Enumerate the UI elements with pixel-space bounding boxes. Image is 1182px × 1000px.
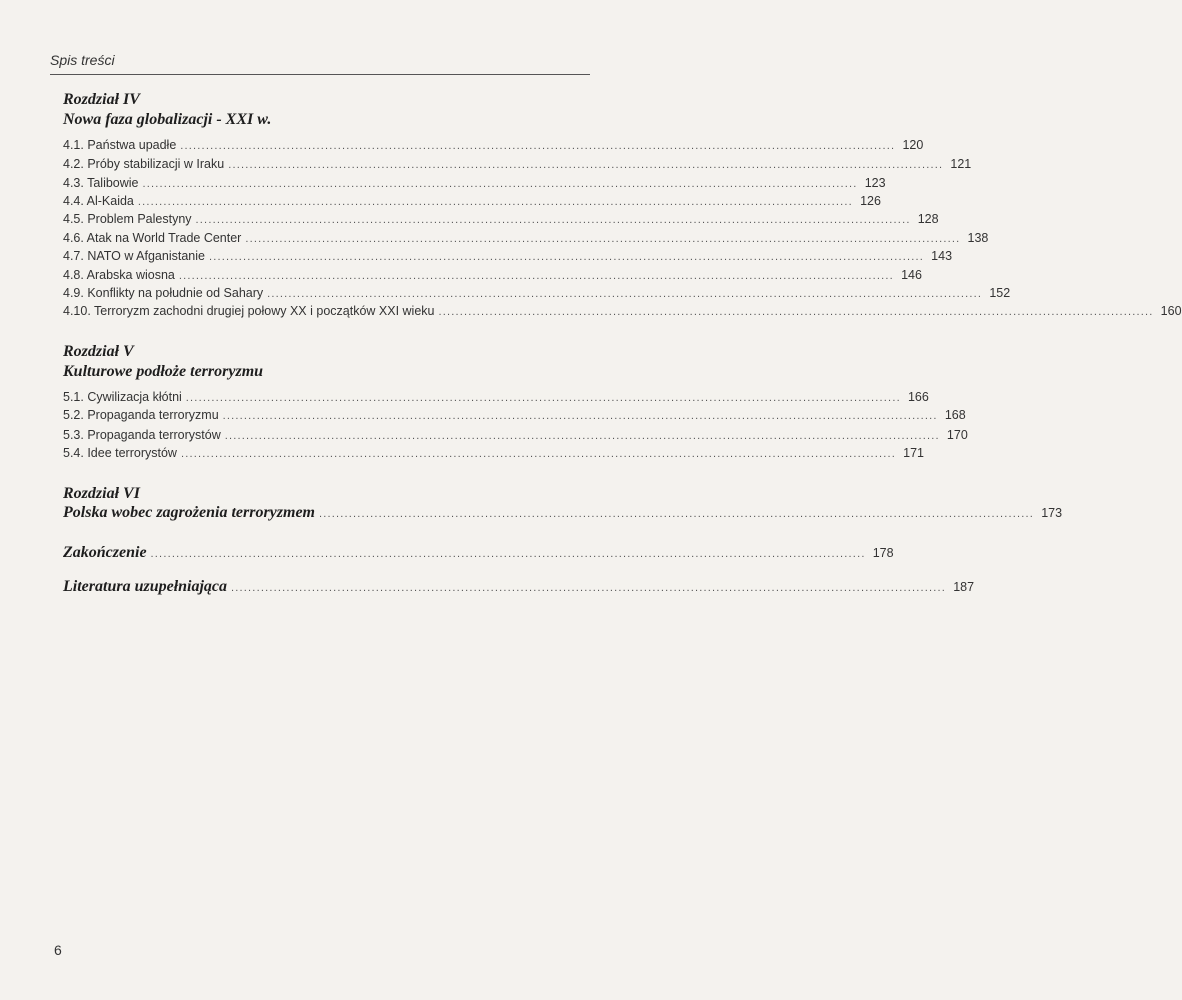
dot-leader: ........................................................................................................................................................................ [208,251,925,263]
toc-entry-label: 5.1. Cywilizacja kłótni [63,390,182,404]
dot-leader: ........................................................................................................................................................................ [180,140,896,152]
toc-entry[interactable] [63,247,953,265]
dot-leader: ........................................................................................................................................................................ [438,306,1154,318]
toc-entry-label: Polska wobec zagrożenia terroryzmem [63,504,315,521]
toc-entry[interactable] [63,406,966,424]
toc-entry-page: 120 [902,138,924,152]
toc-entry-page: 160 [1160,304,1182,318]
toc-entry-label: 4.10. Terroryzm zachodni drugiej połowy XX i początków XXI wieku [63,304,435,318]
chapter-title: Nowa faza globalizacji - XXI w. [63,111,272,128]
toc-entry-page: 173 [1041,506,1063,520]
toc-entry-page: 146 [901,268,922,282]
chapter-heading: Rozdział IV [63,91,140,108]
dot-leader: ........................................................................................................................................................................ [185,392,901,404]
toc-entry-page: 126 [860,194,881,208]
toc-entry-label: Zakończenie [63,544,147,561]
toc-entry-page: 138 [967,231,989,245]
header-rule [50,74,590,75]
chapter-heading: Rozdział VI [63,485,140,502]
dot-leader: ........................................................................................................................................................................ [228,159,944,171]
toc-entry-label: 4.5. Problem Palestyny [63,212,192,226]
dot-leader: ........................................................................................................................................................................ [231,582,947,594]
toc-entry-page: 170 [946,428,968,442]
chapter-heading: Rozdział V [63,343,134,360]
toc-entry-page: 178 [872,546,894,560]
toc-entry-page: 187 [953,580,975,594]
toc-entry[interactable] [63,210,939,228]
dot-leader: ........................................................................................................................................................................ [267,288,983,300]
toc-entry[interactable] [63,502,1063,524]
toc-entry[interactable] [63,136,924,154]
toc-entry-label: 4.7. NATO w Afganistanie [63,249,205,263]
dot-leader: ........................................................................................................................................................................ [222,410,938,422]
toc-entry-label: 5.2. Propaganda terroryzmu [63,408,219,422]
toc-entry-page: 152 [989,286,1011,300]
chapter-title: Kulturowe podłoże terroryzmu [63,363,264,380]
dot-leader: ........................................................................................................................................................................ [178,270,894,282]
toc-entry[interactable] [63,284,1011,302]
toc-entry-page: 168 [944,408,966,422]
toc-entry-label: 4.9. Konflikty na południe od Sahary [63,286,264,300]
toc-entry[interactable] [63,174,886,192]
toc-entry[interactable] [63,192,881,210]
dot-leader: ........................................................................................................................................................................ [224,430,940,442]
toc-entry[interactable] [63,542,894,564]
toc-entry-page: 143 [931,249,953,263]
toc-entry-label: 5.4. Idee terrorystów [63,446,177,460]
toc-entry[interactable] [63,229,989,247]
running-head: Spis treści [50,52,115,68]
dot-leader: ........................................................................................................................................................................ [142,178,858,190]
toc-entry-page: 123 [864,176,886,190]
page-number: 6 [54,942,62,958]
toc-entry[interactable] [63,388,929,406]
toc-entry-label: 4.1. Państwa upadłe [63,138,177,152]
toc-entry-label: 4.4. Al-Kaida [63,194,134,208]
toc-entry[interactable] [63,302,1182,320]
toc-entry-label: 4.3. Talibowie [63,176,139,190]
dot-leader: ........................................................................................................................................................................ [137,196,853,208]
toc-entry-page: 166 [907,390,929,404]
dot-leader: ........................................................................................................................................................................ [195,214,911,226]
dot-leader: ........................................................................................................................................................................ [180,448,896,460]
toc-entry-label: 4.6. Atak na World Trade Center [63,231,242,245]
toc-entry-label: 5.3. Propaganda terrorystów [63,428,221,442]
toc-entry-page: 121 [950,157,972,171]
toc-entry[interactable] [63,426,968,444]
dot-leader: ........................................................................................................................................................................ [319,508,1035,520]
toc-entry-page: 128 [917,212,939,226]
dot-leader: ........................................................................................................................................................................ [245,233,961,245]
toc-entry-label: 4.8. Arabska wiosna [63,268,175,282]
toc-entry[interactable] [63,576,975,598]
toc-entry[interactable] [63,266,922,284]
toc-entry-page: 171 [903,446,924,460]
toc-entry[interactable] [63,444,924,462]
dot-leader: ........................................................................................................................................................................ [150,548,866,560]
toc-entry[interactable] [63,155,972,173]
toc-entry-label: Literatura uzupełniająca [63,578,228,595]
toc-entry-label: 4.2. Próby stabilizacji w Iraku [63,157,225,171]
